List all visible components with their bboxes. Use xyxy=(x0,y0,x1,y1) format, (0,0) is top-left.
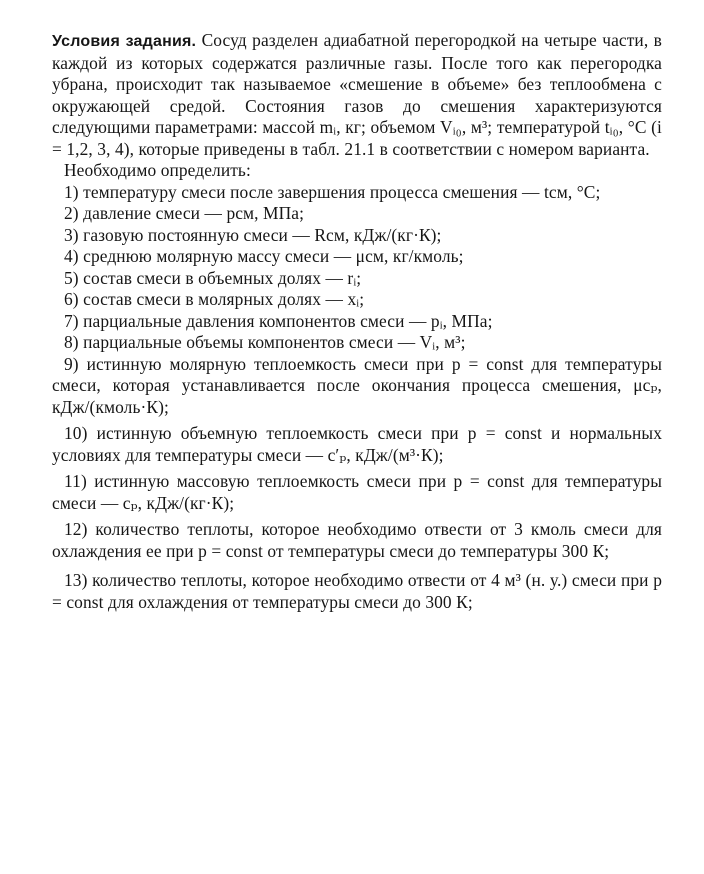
task-conditions-title: Условия задания. xyxy=(52,33,197,50)
requirement-item-7: 7) парциальные давления компонентов смеси — pᵢ, МПа; xyxy=(64,310,493,331)
requirement-item-12: 12) количество теплоты, которое необходимо отвести от 3 кмоль смеси для охлаждения ее при p = const от температуры смеси до температуры 300 К; xyxy=(52,519,662,561)
requirement-item-3: 3) газовую постоянную смеси — Rсм, кДж/(кг·К); xyxy=(64,224,442,245)
document-page xyxy=(52,30,662,613)
requirement-item-8: 8) парциальные объемы компонентов смеси — Vᵢ, м³; xyxy=(64,332,466,352)
requirements-lead: Необходимо определить: xyxy=(64,160,251,180)
requirement-item-2: 2) давление смеси — pсм, МПа; xyxy=(64,203,305,223)
requirement-item-1: 1) температуру смеси после завершения процесса смешения — tсм, °С; xyxy=(64,181,601,202)
requirement-item-11: 11) истинную массовую теплоемкость смеси при p = const для температуры смеси — cₚ, кДж/(кг·К); xyxy=(52,471,662,513)
requirement-item-5: 5) состав смеси в объемных долях — rᵢ; xyxy=(64,267,362,288)
task-conditions-text: Сосуд разделен адиабатной перегородкой на четыре части, в каждой из которых содержатся различные газы. После того как перегородка убрана, происходит так называемое «смешение в объеме» без теплообмена с окружающей средой. Состояния газов до смешения характеризуются следующими параметрами: массой mᵢ, кг; объемом Vᵢ₀, м³; температурой tᵢ₀, °С (i = 1,2, 3, 4), которые приведены в табл. 21.1 в соответствии с номером варианта. xyxy=(52,30,662,159)
requirement-item-6: 6) состав смеси в молярных долях — xᵢ; xyxy=(64,289,365,309)
requirement-item-10: 10) истинную объемную теплоемкость смеси при p = const и нормальных условиях для температуры смеси — c′ₚ, кДж/(м³·К); xyxy=(52,423,662,465)
task-conditions-paragraph xyxy=(52,30,662,160)
requirement-item-9: 9) истинную молярную теплоемкость смеси при p = const для температуры смеси, которая устанавливается после окончания процесса смешения, μcₚ, кДж/(кмоль·К); xyxy=(52,353,662,417)
requirement-item-4: 4) среднюю молярную массу смеси — μсм, кг/кмоль; xyxy=(64,246,464,266)
requirement-item-13: 13) количество теплоты, которое необходимо отвести от 4 м³ (н. у.) смеси при p = const для охлаждения от температуры смеси до 300 К; xyxy=(52,570,662,612)
